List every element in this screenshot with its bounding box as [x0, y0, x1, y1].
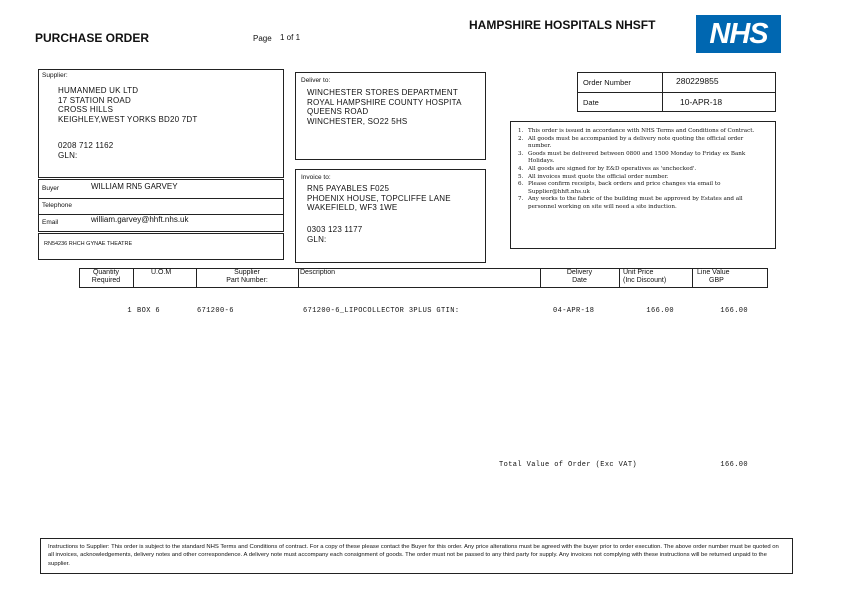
terms-item: 1. This order is issued in accordance with NHS Terms and Conditions of Contract.	[518, 128, 755, 134]
terms-item: 5. All invoices must quote the official order number.	[518, 173, 669, 180]
order-number: 280229855	[676, 76, 719, 86]
nhs-logo: NHS	[696, 15, 781, 53]
col-header-delivery-date: Delivery Date	[566, 269, 593, 284]
invoice-to-label: Invoice to:	[301, 174, 331, 181]
deliver-address-line: WINCHESTER STORES DEPARTMENT	[307, 88, 458, 97]
page-label: Page	[253, 34, 272, 43]
invoice-address-line: WAKEFIELD, WF3 1WE	[307, 203, 398, 212]
supplier-address	[58, 86, 197, 124]
supplier-contact	[58, 141, 113, 160]
instructions-box	[40, 538, 793, 574]
col-header-description: Description	[300, 269, 336, 276]
col-header-quantity: Quantity Required	[91, 269, 121, 284]
buyer-box	[38, 179, 284, 232]
invoice-address-line: PHOENIX HOUSE, TOPCLIFFE LANE	[307, 193, 451, 203]
total-value: 166.00	[720, 461, 748, 469]
row-unit-price: 166.00	[646, 307, 674, 315]
terms-item: 4. All goods are signed for by E&D operatives as 'unchecked'.	[518, 165, 697, 172]
order-info-box	[577, 72, 776, 112]
total-label: Total Value of Order (Exc VAT)	[499, 461, 638, 469]
terms-item: 2. All goods must be accompanied by a delivery note quoting the official order number.	[518, 135, 744, 150]
row-quantity: 1	[127, 307, 132, 315]
buyer-name: WILLIAM RN5 GARVEY	[91, 182, 178, 191]
organisation-name: HAMPSHIRE HOSPITALS NHSFT	[469, 18, 656, 32]
terms-item: 7. Any works to the fabric of the building must be approved by Estates and all personnel working on site will need a site induction.	[518, 196, 743, 210]
deliver-to-box	[295, 72, 486, 160]
terms-item: 3. Goods must be delivered between 0800 and 1500 Monday to Friday ex Bank Holidays.	[518, 150, 746, 165]
invoice-gln-label: GLN:	[307, 234, 327, 244]
supplier-gln-label: GLN:	[58, 150, 78, 160]
telephone-label: Telephone	[42, 202, 72, 209]
row-uom: BOX 6	[137, 307, 161, 315]
supplier-box	[38, 69, 284, 178]
col-header-unit-price: Unit Price (Inc Discount)	[623, 269, 667, 284]
supplier-label: Supplier:	[42, 72, 68, 79]
row-description: 671200-6_LIPOCOLLECTOR 3PLUS GTIN:	[303, 307, 460, 315]
instructions-text: Instructions to Supplier: This order is subject to the standard NHS Terms and Conditions of contract. For a copy of these please contact the Buyer for this order. Any price alterations must be agreed with the buyer prior to order execution. The above order number must be quoted on all invoices, acknowledgements, delivery notes and other correspondence. A delivery note must accompany each consignment of goods. The order must not be passed to any third party for supply. Any invoices not complying with these instructions will be returned unpaid to the supplier.	[48, 544, 779, 567]
col-header-line-value: Line Value GBP	[697, 269, 730, 284]
row-supplier-part: 671200-6	[197, 307, 234, 315]
terms-item: 6. Please confirm receipts, back orders and price changes via email to Supplier@hhft.nhs.uk	[518, 181, 721, 195]
order-number-label: Order Number	[583, 78, 631, 87]
invoice-phone: 0303 123 1177	[307, 225, 363, 234]
deliver-address-line: WINCHESTER, SO22 5HS	[307, 116, 408, 126]
document-title: PURCHASE ORDER	[35, 31, 150, 45]
supplier-address-line: KEIGHLEY,WEST YORKS BD20 7DT	[58, 114, 198, 124]
supplier-address-line: CROSS HILLS	[58, 105, 114, 114]
department-box	[38, 233, 284, 260]
invoice-contact	[307, 225, 362, 244]
supplier-address-line: 17 STATION ROAD	[58, 95, 131, 105]
supplier-phone: 0208 712 1162	[58, 141, 114, 150]
deliver-address-line: ROYAL HAMPSHIRE COUNTY HOSPITA	[307, 97, 462, 107]
terms-list	[518, 128, 767, 212]
deliver-to-label: Deliver to:	[301, 77, 331, 84]
email-label: Email	[42, 219, 59, 226]
supplier-address-line: HUMANMED UK LTD	[58, 86, 139, 95]
order-date: 10-APR-18	[680, 97, 723, 107]
buyer-label: Buyer	[42, 185, 59, 192]
page-number: 1 of 1	[280, 33, 301, 42]
invoice-address-line: RN5 PAYABLES F025	[307, 184, 390, 193]
col-header-uom: U.O.M	[151, 269, 172, 276]
row-delivery-date: 04-APR-18	[553, 307, 595, 315]
col-header-supplier-part: Supplier Part Number:	[226, 269, 268, 284]
date-label: Date	[583, 98, 599, 107]
deliver-address-line: QUEENS ROAD	[307, 107, 369, 116]
row-line-value: 166.00	[720, 307, 748, 315]
buyer-email[interactable]: william.garvey@hhft.nhs.uk	[91, 215, 189, 224]
invoice-to-box	[295, 169, 486, 263]
terms-box	[510, 121, 776, 249]
department-name: RN54236 RHCH GYNAE THEATRE	[44, 241, 133, 247]
invoice-to-address	[307, 184, 451, 213]
deliver-to-address	[307, 88, 462, 126]
